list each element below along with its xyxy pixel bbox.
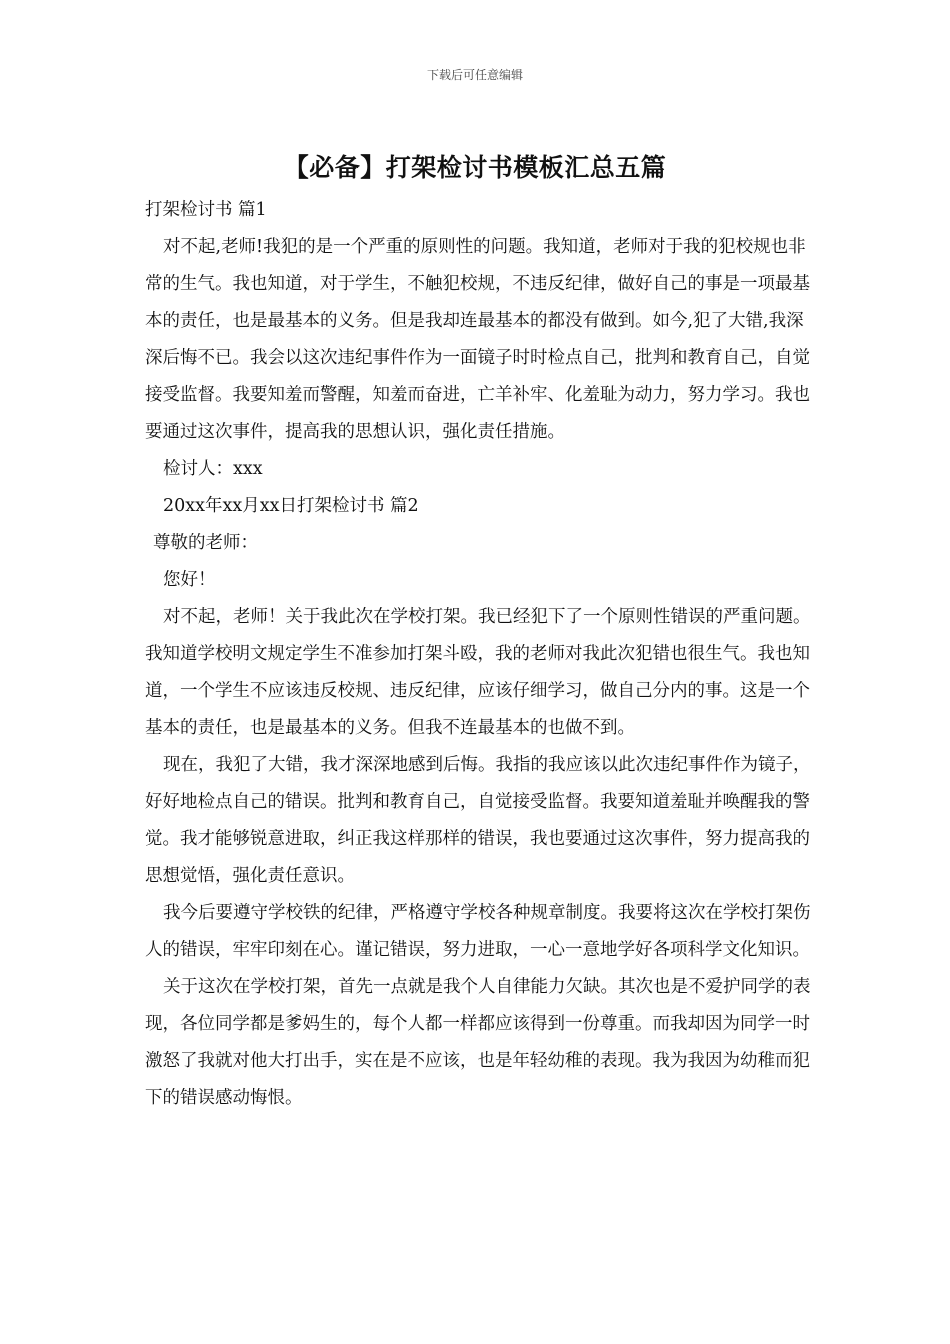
- signature-line: 检讨人：xxx: [163, 459, 263, 479]
- paragraph: 我今后要遵守学校铁的纪律，严格遵守学校各种规章制度。我要将这次在学校打架伤人的错误，牢牢印刻在心。谨记错误，努力进取，一心一意地学好各项科学文化知识。: [145, 903, 811, 960]
- document-title: 【必备】打架检讨书模板汇总五篇: [283, 153, 667, 182]
- header-note: 下载后可任意编辑: [426, 68, 523, 82]
- paragraph: 对不起，老师！关于我此次在学校打架。我已经犯下了一个原则性错误的严重问题。我知道学校明文规定学生不准参加打架斗殴，我的老师对我此次犯错也很生气。我也知道，一个学生不应该违反校规、违反纪律，应该仔细学习，做自己分内的事。这是一个基本的责任，也是最基本的义务。但我不连最基本的也做不到。: [145, 607, 811, 738]
- paragraph: 关于这次在学校打架，首先一点就是我个人自律能力欠缺。其次也是不爱护同学的表现，各位同学都是爹妈生的，每个人都一样都应该得到一份尊重。而我却因为同学一时激怒了我就对他大打出手，实在是不应该，也是年轻幼稚的表现。我为我因为幼稚而犯下的错误感动悔恨。: [145, 977, 811, 1108]
- paragraph: 对不起,老师!我犯的是一个严重的原则性的问题。我知道，老师对于我的犯校规也非常的生气。我也知道，对于学生，不触犯校规，不违反纪律，做好自己的事是一项最基本的责任，也是最基本的义务。但是我却连最基本的都没有做到。如今,犯了大错,我深深后悔不已。我会以这次违纪事件作为一面镜子时时检点自己，批判和教育自己，自觉接受监督。我要知羞而警醒，知羞而奋进，亡羊补牢、化羞耻为动力，努力学习。我也要通过这次事件，提高我的思想认识，强化责任措施。: [145, 237, 810, 442]
- date-and-heading-2: 20xx年xx月xx日打架检讨书 篇2: [163, 496, 419, 516]
- salutation: 尊敬的老师：: [153, 533, 258, 553]
- paragraph: 现在，我犯了大错，我才深深地感到后悔。我指的我应该以此次违纪事件作为镜子，好好地检点自己的错误。批判和教育自己，自觉接受监督。我要知道羞耻并唤醒我的警觉。我才能够锐意进取，纠正我这样那样的错误，我也要通过这次事件，努力提高我的思想觉悟，强化责任意识。: [145, 755, 811, 886]
- document-body: [145, 192, 820, 1117]
- section-heading-1: 打架检讨书 篇1: [145, 200, 267, 220]
- greeting: 您好！: [163, 570, 216, 590]
